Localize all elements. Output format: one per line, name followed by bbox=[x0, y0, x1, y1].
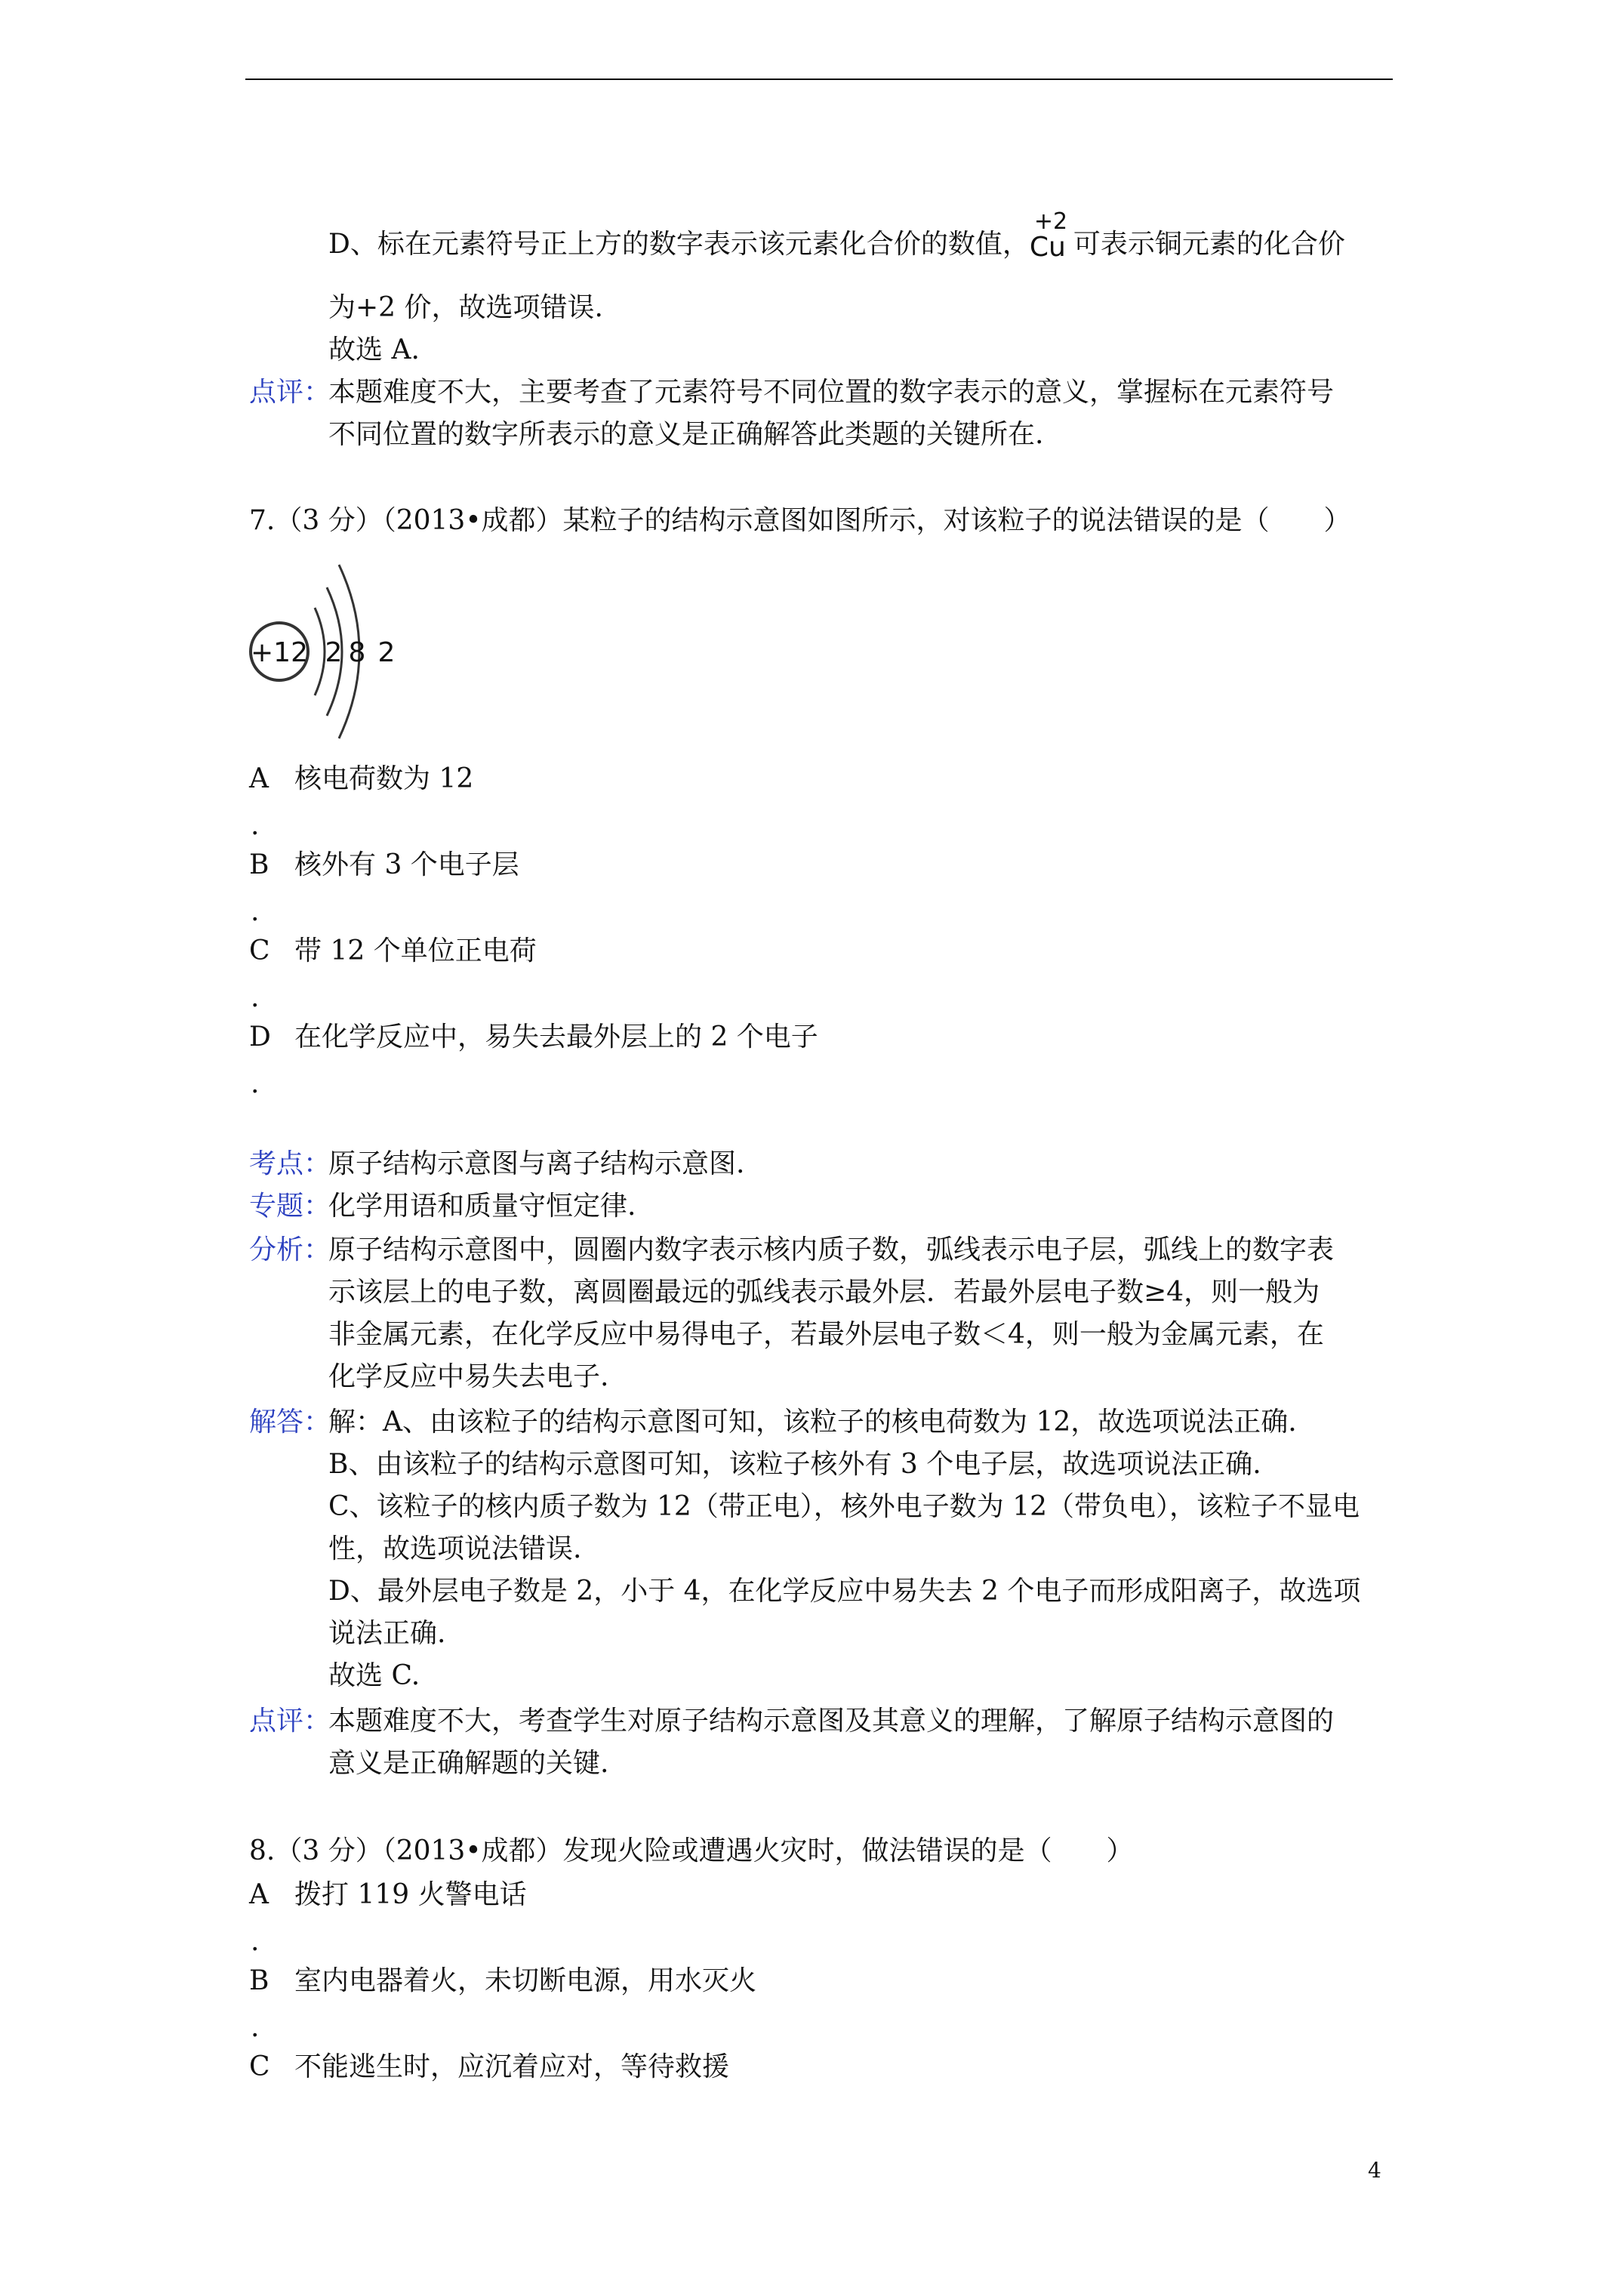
q7-option-c-dot: . bbox=[251, 982, 260, 1013]
q7-jieda-line7: 故选 C. bbox=[328, 1660, 420, 1691]
q7-fenxi-label: 分析： bbox=[249, 1234, 331, 1265]
q7-option-b-text: 核外有 3 个电子层 bbox=[294, 849, 519, 880]
q7-dianping-line2: 意义是正确解题的关键. bbox=[328, 1748, 609, 1779]
q6-option-d-analysis-line2: 为+2 价，故选项错误. bbox=[328, 292, 603, 323]
q7-dianping-label: 点评： bbox=[249, 1706, 331, 1737]
q6-option-d-analysis-line1: D、标在元素符号正上方的数字表示该元素化合价的数值， +2 Cu 可表示铜元素的化合价 bbox=[328, 208, 1345, 263]
q7-option-c-letter: C bbox=[249, 935, 270, 966]
q7-stem: 7.（3 分）（2013•成都）某粒子的结构示意图如图所示，对该粒子的说法错误的是（ ） bbox=[249, 505, 1351, 536]
q7-jieda-line3: C、该粒子的核内质子数为 12（带正电），核外电子数为 12（带负电），该粒子不显电 bbox=[328, 1491, 1360, 1522]
page-number: 4 bbox=[1368, 2158, 1381, 2183]
q7-option-d-text: 在化学反应中，易失去最外层上的 2 个电子 bbox=[294, 1022, 818, 1052]
q7-option-a-text: 核电荷数为 12 bbox=[294, 763, 474, 794]
q8-option-c-text: 不能逃生时，应沉着应对，等待救援 bbox=[294, 2051, 730, 2082]
q7-zhuanti: 化学用语和质量守恒定律. bbox=[328, 1191, 636, 1222]
q7-option-d-letter: D bbox=[249, 1022, 271, 1052]
q6-comment-line1: 本题难度不大，主要考查了元素符号不同位置的数字表示的意义，掌握标在元素符号 bbox=[328, 377, 1335, 408]
atomic-structure-diagram bbox=[245, 551, 411, 747]
q8-option-a-text: 拨打 119 火警电话 bbox=[294, 1879, 527, 1910]
q7-fenxi-line1: 原子结构示意图中，圆圈内数字表示核内质子数，弧线表示电子层，弧线上的数字表 bbox=[328, 1234, 1335, 1265]
q7-option-a-dot: . bbox=[251, 810, 260, 841]
shell-electron-count-1: 2 bbox=[325, 637, 343, 668]
q8-option-b-dot: . bbox=[251, 2012, 260, 2043]
electron-shell-arc-1 bbox=[315, 608, 325, 695]
q7-jieda-label: 解答： bbox=[249, 1407, 331, 1438]
nucleus-charge: +12 bbox=[251, 637, 308, 668]
q7-fenxi-line2: 示该层上的电子数，离圆圈最远的弧线表示最外层．若最外层电子数≥4，则一般为 bbox=[328, 1277, 1320, 1308]
q7-option-b-dot: . bbox=[251, 896, 260, 927]
shell-electron-count-2: 8 bbox=[348, 637, 366, 668]
q7-kaodian: 原子结构示意图与离子结构示意图. bbox=[328, 1148, 745, 1179]
q8-stem: 8.（3 分）（2013•成都）发现火险或遭遇火灾时，做法错误的是（ ） bbox=[249, 1835, 1134, 1866]
q7-jieda-line4: 性，故选项说法错误. bbox=[328, 1533, 582, 1564]
q6-answer: 故选 A. bbox=[328, 334, 420, 365]
q6-comment-line2: 不同位置的数字所表示的意义是正确解答此类题的关键所在. bbox=[328, 419, 1044, 450]
q7-option-a-letter: A bbox=[249, 763, 269, 794]
q7-kaodian-label: 考点： bbox=[249, 1148, 331, 1179]
q7-jieda-line6: 说法正确. bbox=[328, 1618, 446, 1649]
q7-zhuanti-label: 专题： bbox=[249, 1191, 331, 1222]
q7-option-b-letter: B bbox=[249, 849, 269, 880]
q7-fenxi-line3: 非金属元素，在化学反应中易得电子，若最外层电子数＜4，则一般为金属元素，在 bbox=[328, 1319, 1324, 1350]
q7-fenxi-line4: 化学反应中易失去电子. bbox=[328, 1361, 609, 1392]
q7-jieda-line5: D、最外层电子数是 2，小于 4，在化学反应中易失去 2 个电子而形成阳离子，故选项 bbox=[328, 1576, 1361, 1607]
cu-valence-formula: +2 Cu bbox=[1029, 208, 1068, 263]
q8-option-b-letter: B bbox=[249, 1965, 269, 1996]
q6-comment-label: 点评： bbox=[249, 377, 331, 408]
q7-dianping-line1: 本题难度不大，考查学生对原子结构示意图及其意义的理解，了解原子结构示意图的 bbox=[328, 1706, 1335, 1737]
q8-option-b-text: 室内电器着火，未切断电源，用水灭火 bbox=[294, 1965, 757, 1996]
q7-jieda-line2: B、由该粒子的结构示意图可知，该粒子核外有 3 个电子层，故选项说法正确. bbox=[328, 1449, 1261, 1480]
q8-option-a-letter: A bbox=[249, 1879, 269, 1910]
q7-jieda-line1: 解：A、由该粒子的结构示意图可知，该粒子的核电荷数为 12，故选项说法正确. bbox=[328, 1407, 1297, 1438]
q8-option-c-letter: C bbox=[249, 2051, 270, 2082]
shell-electron-count-3: 2 bbox=[377, 637, 396, 668]
q8-option-a-dot: . bbox=[251, 1926, 260, 1957]
header-rule bbox=[245, 79, 1393, 80]
q7-option-c-text: 带 12 个单位正电荷 bbox=[294, 935, 537, 966]
q7-option-d-dot: . bbox=[251, 1068, 260, 1099]
